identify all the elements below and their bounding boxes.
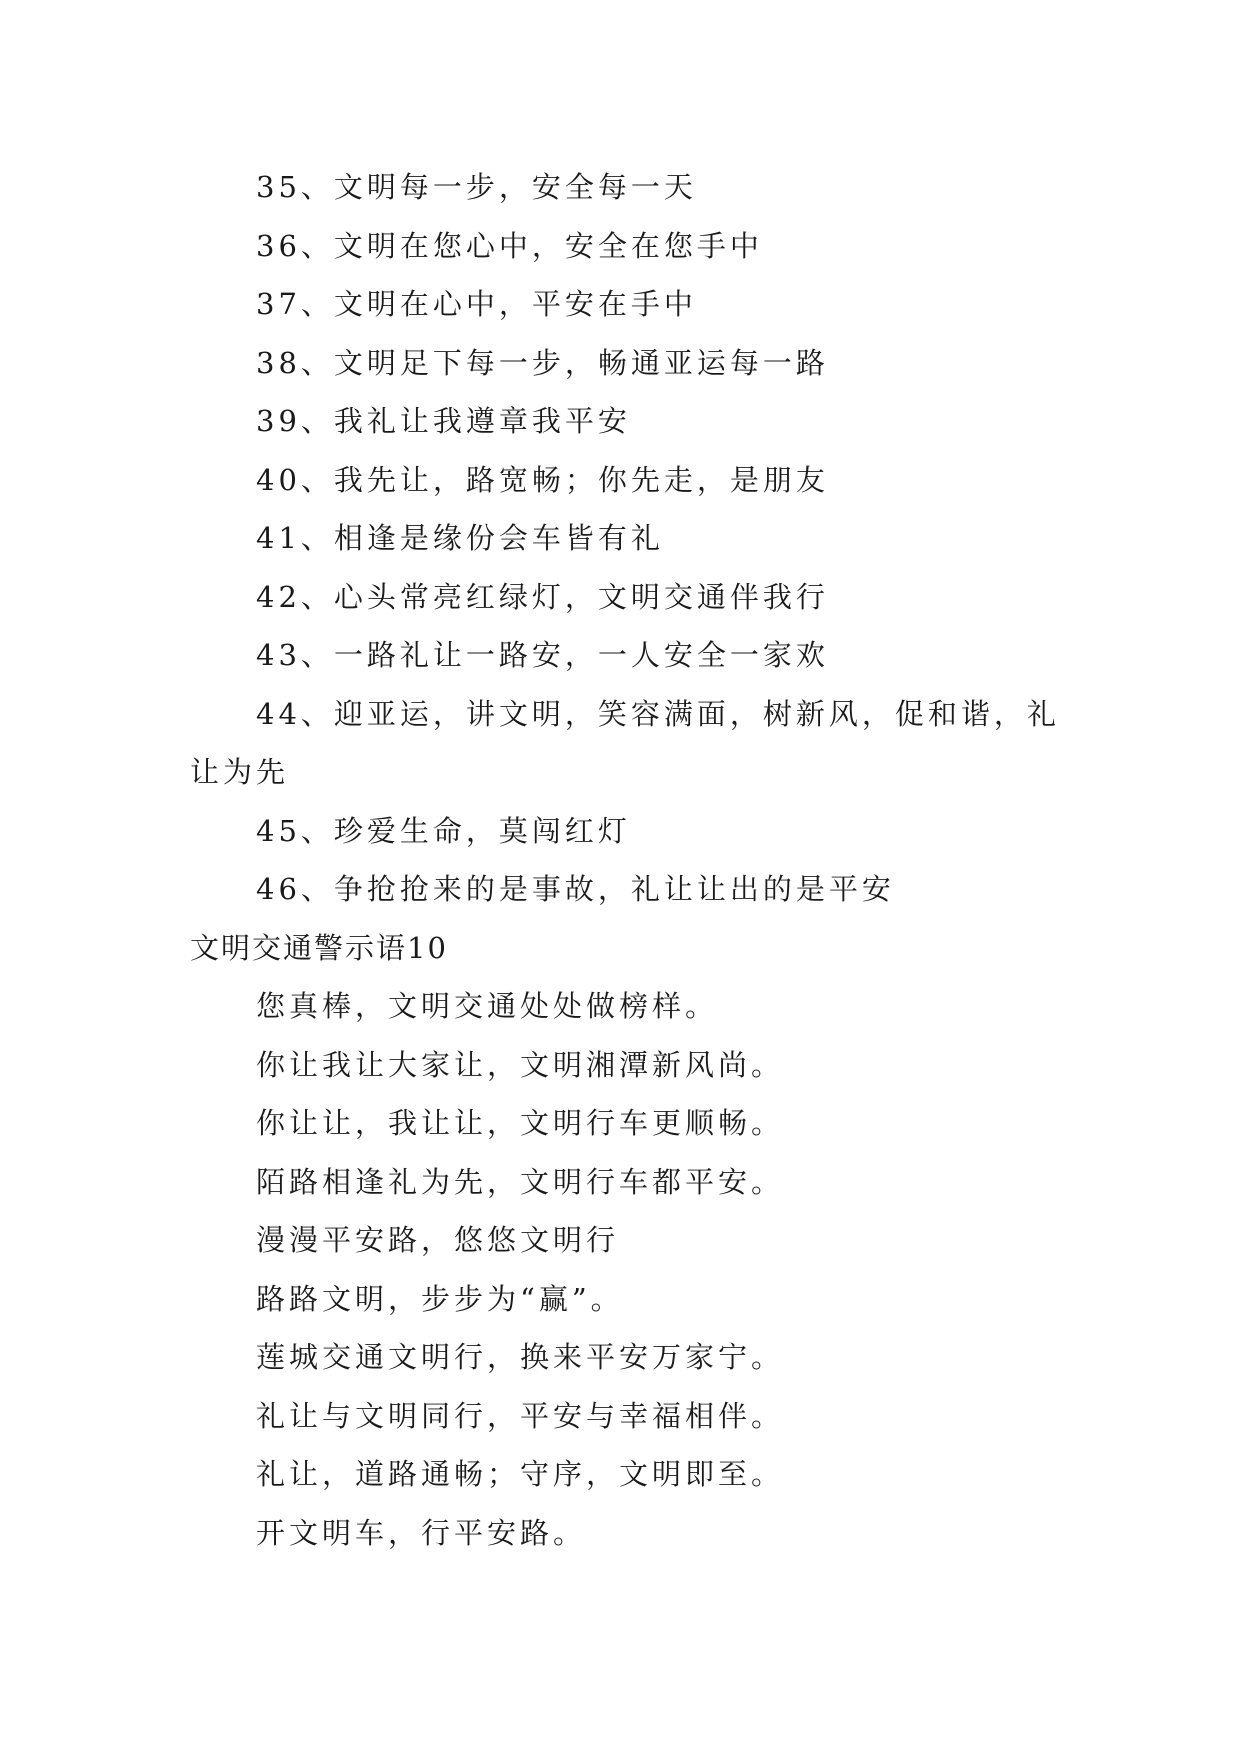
list-item-44 (190, 685, 1070, 802)
list-item: 37、文明在心中，平安在手中 (256, 287, 697, 321)
document-body (190, 158, 1070, 1562)
slogan-item: 你让我让大家让，文明湘潭新风尚。 (256, 1047, 785, 1082)
slogan-item: 你让让，我让让，文明行车更顺畅。 (256, 1106, 785, 1140)
list-item: 40、我先让，路宽畅；你先走，是朋友 (256, 462, 829, 497)
list-item: 38、文明足下每一步，畅通亚运每一路 (256, 345, 829, 380)
slogan-item: 漫漫平安路，悠悠文明行 (256, 1223, 620, 1257)
list-item: 42、心头常亮红绿灯，文明交通伴我行 (256, 579, 829, 614)
list-item: 41、相逢是缘份会车皆有礼 (256, 521, 664, 555)
slogan-item: 您真棒，文明交通处处做榜样。 (256, 989, 719, 1023)
list-item-44-line2: 让为先 (190, 755, 290, 789)
list-item: 39、我礼让我遵章我平安 (256, 404, 631, 438)
list-item-44-line1: 44、迎亚运，讲文明，笑容满面，树新风，促和谐，礼 (256, 696, 1060, 731)
list-item: 36、文明在您心中，安全在您手中 (256, 228, 763, 263)
section-heading: 文明交通警示语10 (190, 930, 448, 965)
slogan-item: 路路文明，步步为“赢”。 (256, 1281, 624, 1316)
slogan-item: 莲城交通文明行，换来平安万家宁。 (256, 1340, 785, 1374)
list-item: 35、文明每一步，安全每一天 (256, 170, 697, 204)
slogan-item: 礼让与文明同行，平安与幸福相伴。 (256, 1398, 785, 1433)
list-item: 46、争抢抢来的是事故，礼让让出的是平安 (256, 872, 895, 906)
slogan-item: 礼让，道路通畅；守序，文明即至。 (256, 1457, 785, 1491)
list-item: 43、一路礼让一路安，一人安全一家欢 (256, 638, 829, 672)
list-item: 45、珍爱生命，莫闯红灯 (256, 813, 631, 848)
slogan-item: 陌路相逢礼为先，文明行车都平安。 (256, 1164, 785, 1199)
slogan-item: 开文明车，行平安路。 (256, 1515, 587, 1550)
